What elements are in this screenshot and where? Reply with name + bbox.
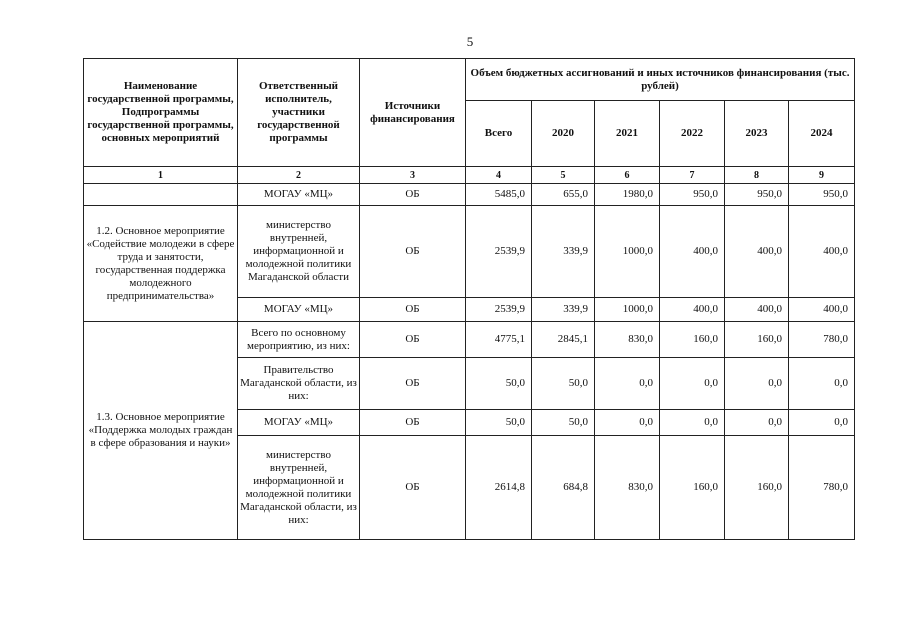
value-2022: 400,0 xyxy=(660,206,725,298)
value-2020: 655,0 xyxy=(532,184,595,206)
value-total: 2539,9 xyxy=(466,298,532,322)
table-row xyxy=(84,184,855,206)
source-cell: ОБ xyxy=(360,184,466,206)
executor-cell: министерство внутренней, информационной и молодежной политики Магаданской области, из них: xyxy=(238,436,360,540)
header-executor: Ответственный исполнитель, участники государственной программы xyxy=(238,59,360,167)
value-2021: 830,0 xyxy=(595,436,660,540)
value-2020: 339,9 xyxy=(532,298,595,322)
header-year-2023: 2023 xyxy=(725,101,789,167)
table-row xyxy=(84,322,855,358)
column-index: 8 xyxy=(725,167,789,184)
value-2021: 830,0 xyxy=(595,322,660,358)
header-total: Всего xyxy=(466,101,532,167)
value-2023: 400,0 xyxy=(725,298,789,322)
page-number: 5 xyxy=(466,34,474,49)
source-cell: ОБ xyxy=(360,436,466,540)
value-2020: 2845,1 xyxy=(532,322,595,358)
value-total: 50,0 xyxy=(466,358,532,410)
value-2024: 780,0 xyxy=(789,322,855,358)
value-2021: 0,0 xyxy=(595,358,660,410)
value-2022: 400,0 xyxy=(660,298,725,322)
activity-1-2: 1.2. Основное мероприятие «Содействие молодежи в сфере труда и занятости, государственная поддержка молодежного предпринимательства» xyxy=(84,206,238,322)
program-cell-empty xyxy=(84,184,238,206)
source-cell: ОБ xyxy=(360,298,466,322)
header-year-2020: 2020 xyxy=(532,101,595,167)
column-index: 1 xyxy=(84,167,238,184)
value-2021: 1000,0 xyxy=(595,298,660,322)
value-2022: 160,0 xyxy=(660,436,725,540)
value-total: 4775,1 xyxy=(466,322,532,358)
column-index: 5 xyxy=(532,167,595,184)
value-total: 2614,8 xyxy=(466,436,532,540)
column-index: 3 xyxy=(360,167,466,184)
value-2021: 1980,0 xyxy=(595,184,660,206)
source-cell: ОБ xyxy=(360,206,466,298)
value-2020: 50,0 xyxy=(532,410,595,436)
header-budget-volume: Объем бюджетных ассигнований и иных источников финансирования (тыс. рублей) xyxy=(466,59,855,101)
source-cell: ОБ xyxy=(360,410,466,436)
value-2024: 0,0 xyxy=(789,358,855,410)
table-row xyxy=(84,206,855,298)
value-2021: 1000,0 xyxy=(595,206,660,298)
budget-table xyxy=(83,58,855,540)
value-2024: 0,0 xyxy=(789,410,855,436)
header-year-2024: 2024 xyxy=(789,101,855,167)
column-index: 7 xyxy=(660,167,725,184)
value-2024: 400,0 xyxy=(789,206,855,298)
column-index-row xyxy=(84,167,855,184)
value-2024: 950,0 xyxy=(789,184,855,206)
value-2020: 339,9 xyxy=(532,206,595,298)
executor-cell: МОГАУ «МЦ» xyxy=(238,298,360,322)
column-index: 4 xyxy=(466,167,532,184)
value-2023: 950,0 xyxy=(725,184,789,206)
value-2020: 50,0 xyxy=(532,358,595,410)
activity-1-3: 1.3. Основное мероприятие «Поддержка молодых граждан в сфере образования и науки» xyxy=(84,322,238,540)
value-2020: 684,8 xyxy=(532,436,595,540)
source-cell: ОБ xyxy=(360,358,466,410)
executor-cell: МОГАУ «МЦ» xyxy=(238,184,360,206)
value-2022: 950,0 xyxy=(660,184,725,206)
header-row-1 xyxy=(84,59,855,101)
value-2023: 0,0 xyxy=(725,358,789,410)
value-total: 50,0 xyxy=(466,410,532,436)
value-2024: 780,0 xyxy=(789,436,855,540)
header-funding-source: Источники финансирования xyxy=(360,59,466,167)
value-total: 2539,9 xyxy=(466,206,532,298)
value-2024: 400,0 xyxy=(789,298,855,322)
header-year-2021: 2021 xyxy=(595,101,660,167)
executor-cell: Правительство Магаданской области, из них: xyxy=(238,358,360,410)
value-2023: 400,0 xyxy=(725,206,789,298)
executor-cell: МОГАУ «МЦ» xyxy=(238,410,360,436)
value-2023: 160,0 xyxy=(725,436,789,540)
value-2021: 0,0 xyxy=(595,410,660,436)
source-cell: ОБ xyxy=(360,322,466,358)
value-total: 5485,0 xyxy=(466,184,532,206)
column-index: 6 xyxy=(595,167,660,184)
header-year-2022: 2022 xyxy=(660,101,725,167)
executor-cell: министерство внутренней, информационной и молодежной политики Магаданской области xyxy=(238,206,360,298)
column-index: 9 xyxy=(789,167,855,184)
value-2023: 0,0 xyxy=(725,410,789,436)
value-2022: 160,0 xyxy=(660,322,725,358)
value-2023: 160,0 xyxy=(725,322,789,358)
executor-cell: Всего по основному мероприятию, из них: xyxy=(238,322,360,358)
column-index: 2 xyxy=(238,167,360,184)
value-2022: 0,0 xyxy=(660,410,725,436)
header-program-name: Наименование государственной программы, Подпрограммы государственной программы, основных мероприятий xyxy=(84,59,238,167)
value-2022: 0,0 xyxy=(660,358,725,410)
